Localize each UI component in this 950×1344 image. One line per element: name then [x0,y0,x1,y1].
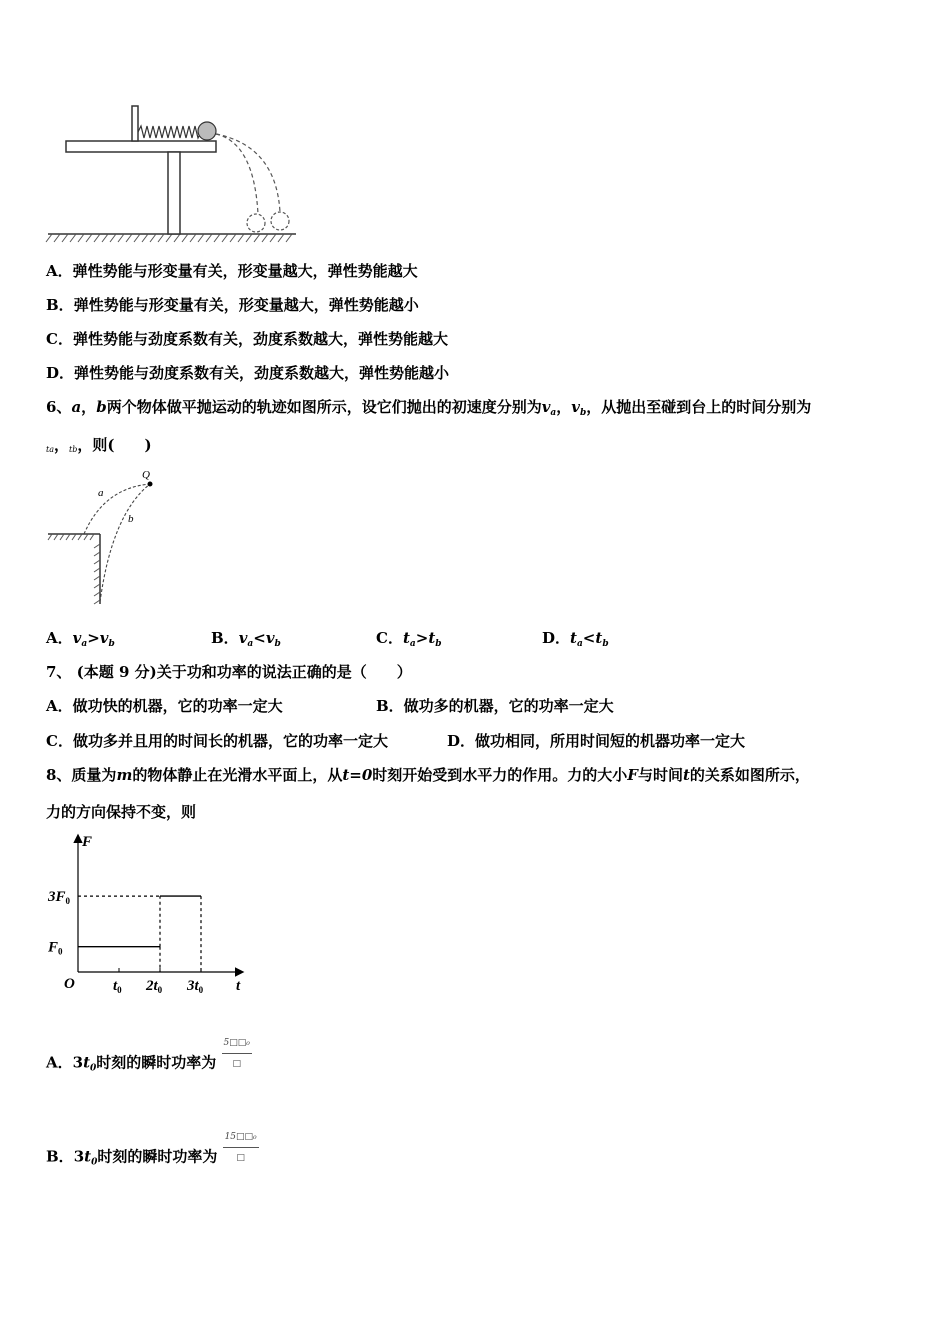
question-6-stem: 6、a，b两个物体做平抛运动的轨迹如图所示，设它们抛出的初速度分别为$v_a$，$v_b$，从抛出至碰到台上的时间分别为 [46,398,812,418]
q7-option-d[interactable]: D．做功相同，所用时间短的机器功率一定大 [447,732,746,750]
q6-option-a[interactable]: A．$v_a>v_b$ [46,629,115,649]
label-a: a [98,487,104,499]
question-6-stem-cont: ta，tb，则( ) [46,436,152,454]
q7-option-c[interactable]: C．做功多并且用的时间长的机器，它的功率一定大 [46,732,388,750]
option-a[interactable]: A．弹性势能与形变量有关，形变量越大，弹性势能越大 [46,262,418,280]
x-tick-label: $2t_0$ [146,978,163,995]
x-tick-label: $t_0$ [113,978,122,995]
spring-launcher-figure [44,98,300,248]
option-b[interactable]: B．弹性势能与形变量有关，形变量越大，弹性势能越小 [46,296,419,314]
t-axis-label: t [236,978,241,994]
x-tick-label: $3t_0$ [187,978,204,995]
projectile-figure [44,464,174,609]
label-b: b [128,513,134,525]
question-8-stem: 8、质量为m的物体静止在光滑水平面上，从t=0时刻开始受到水平力的作用。力的大小F与时间t的关系如图所示， [46,766,810,784]
y-tick-label: $F_0$ [48,939,63,957]
origin-label: O [64,976,75,992]
option-d[interactable]: D．弹性势能与劲度系数有关，劲度系数越大，弹性势能越小 [46,364,450,382]
option-c[interactable]: C．弹性势能与劲度系数有关，劲度系数越大，弹性势能越大 [46,330,448,348]
force-time-graph [44,830,254,1000]
question-7-stem: 7、 (本题 9 分)关于功和功率的说法正确的是（ ） [46,663,412,681]
question-8-stem-cont: 力的方向保持不变，则 [46,803,197,821]
y-tick-label: $3F_0$ [48,889,71,907]
q7-option-a[interactable]: A．做功快的机器，它的功率一定大 [46,697,283,715]
formula-b: $\frac{\text{15□□₀}}{□}$ [223,1127,259,1168]
q6-option-d[interactable]: D．$t_a<t_b$ [542,629,609,649]
q7-option-b[interactable]: B．做功多的机器，它的功率一定大 [376,697,614,715]
q6-option-c[interactable]: C．$t_a>t_b$ [376,629,442,649]
formula-a: $\frac{\text{5□□₀}}{□}$ [222,1033,252,1074]
q6-option-b[interactable]: B．$v_a<v_b$ [211,629,281,649]
q8-option-a[interactable]: A．$3t_0$时刻的瞬时功率为 $\frac{\text{5□□₀}}{□}$ [46,1043,252,1084]
label-q: Q [142,469,150,481]
q8-option-b[interactable]: B．$3t_0$时刻的瞬时功率为 $\frac{\text{15□□₀}}{□}$ [46,1137,259,1178]
f-axis-label: F [82,834,93,850]
